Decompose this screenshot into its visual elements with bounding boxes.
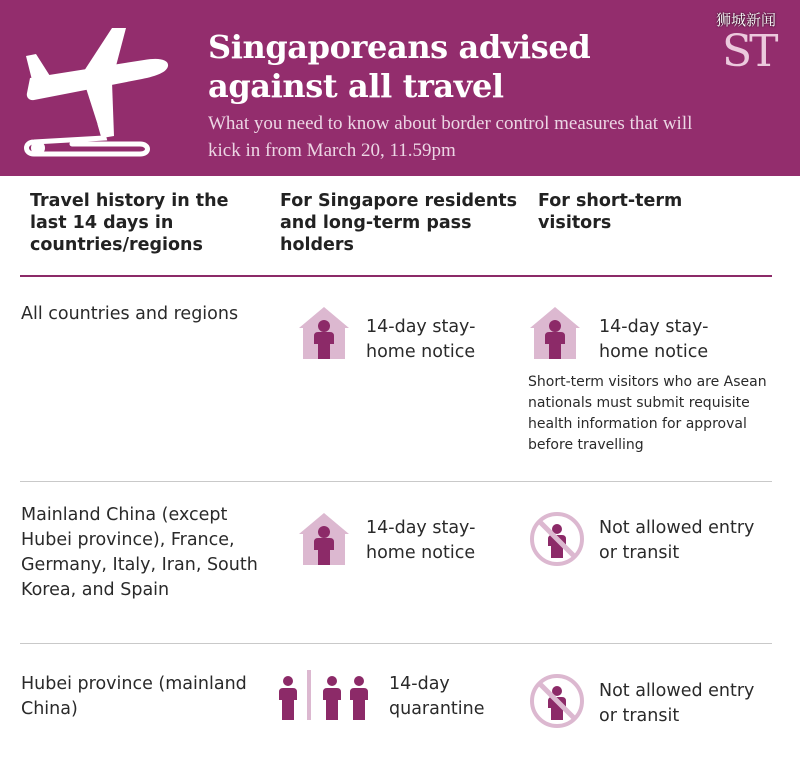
house-person-icon: [298, 306, 350, 360]
row-3-residents-text: 14-day quarantine: [389, 674, 485, 719]
row-3-region: Hubei province (mainland China): [21, 674, 247, 719]
no-entry-person-icon: [530, 674, 584, 728]
row-2-visitors-text: Not allowed entry or transit: [599, 518, 755, 563]
header-divider: [20, 275, 772, 277]
watermark-text: 狮城新闻: [716, 11, 777, 29]
row-1-visitors-note: Short-term visitors who are Asean nationals must submit requisite health information for approval before travelling: [528, 374, 767, 453]
row-2-residents-text: 14-day stay-home notice: [366, 518, 476, 563]
no-entry-person-icon: [530, 512, 584, 566]
column-header-residents: For Singapore residents and long-term pass holders: [280, 191, 518, 255]
column-header-visitors: For short-term visitors: [538, 191, 683, 233]
page-title: Singaporeans advised against all travel: [208, 28, 591, 105]
row-1-region: All countries and regions: [21, 304, 239, 324]
house-person-icon: [298, 512, 350, 566]
row-2-region: Mainland China (except Hubei province), France, Germany, Italy, Iran, South Korea, and Spain: [21, 505, 258, 600]
st-logo: ST: [722, 26, 776, 77]
row-1-visitors-text: 14-day stay-home notice: [599, 317, 709, 362]
row-divider: [20, 643, 772, 644]
quarantine-people-icon: [275, 668, 375, 722]
page-subtitle: What you need to know about border control measures that will kick in from March 20, 11.59pm: [208, 113, 693, 161]
house-person-icon: [529, 306, 581, 360]
row-1-residents-text: 14-day stay-home notice: [366, 317, 476, 362]
row-divider: [20, 481, 772, 482]
header-banner: [0, 0, 800, 176]
column-header-travel-history: Travel history in the last 14 days in countries/regions: [30, 191, 229, 255]
row-3-visitors-text: Not allowed entry or transit: [599, 681, 755, 726]
airplane-icon: [22, 20, 182, 160]
